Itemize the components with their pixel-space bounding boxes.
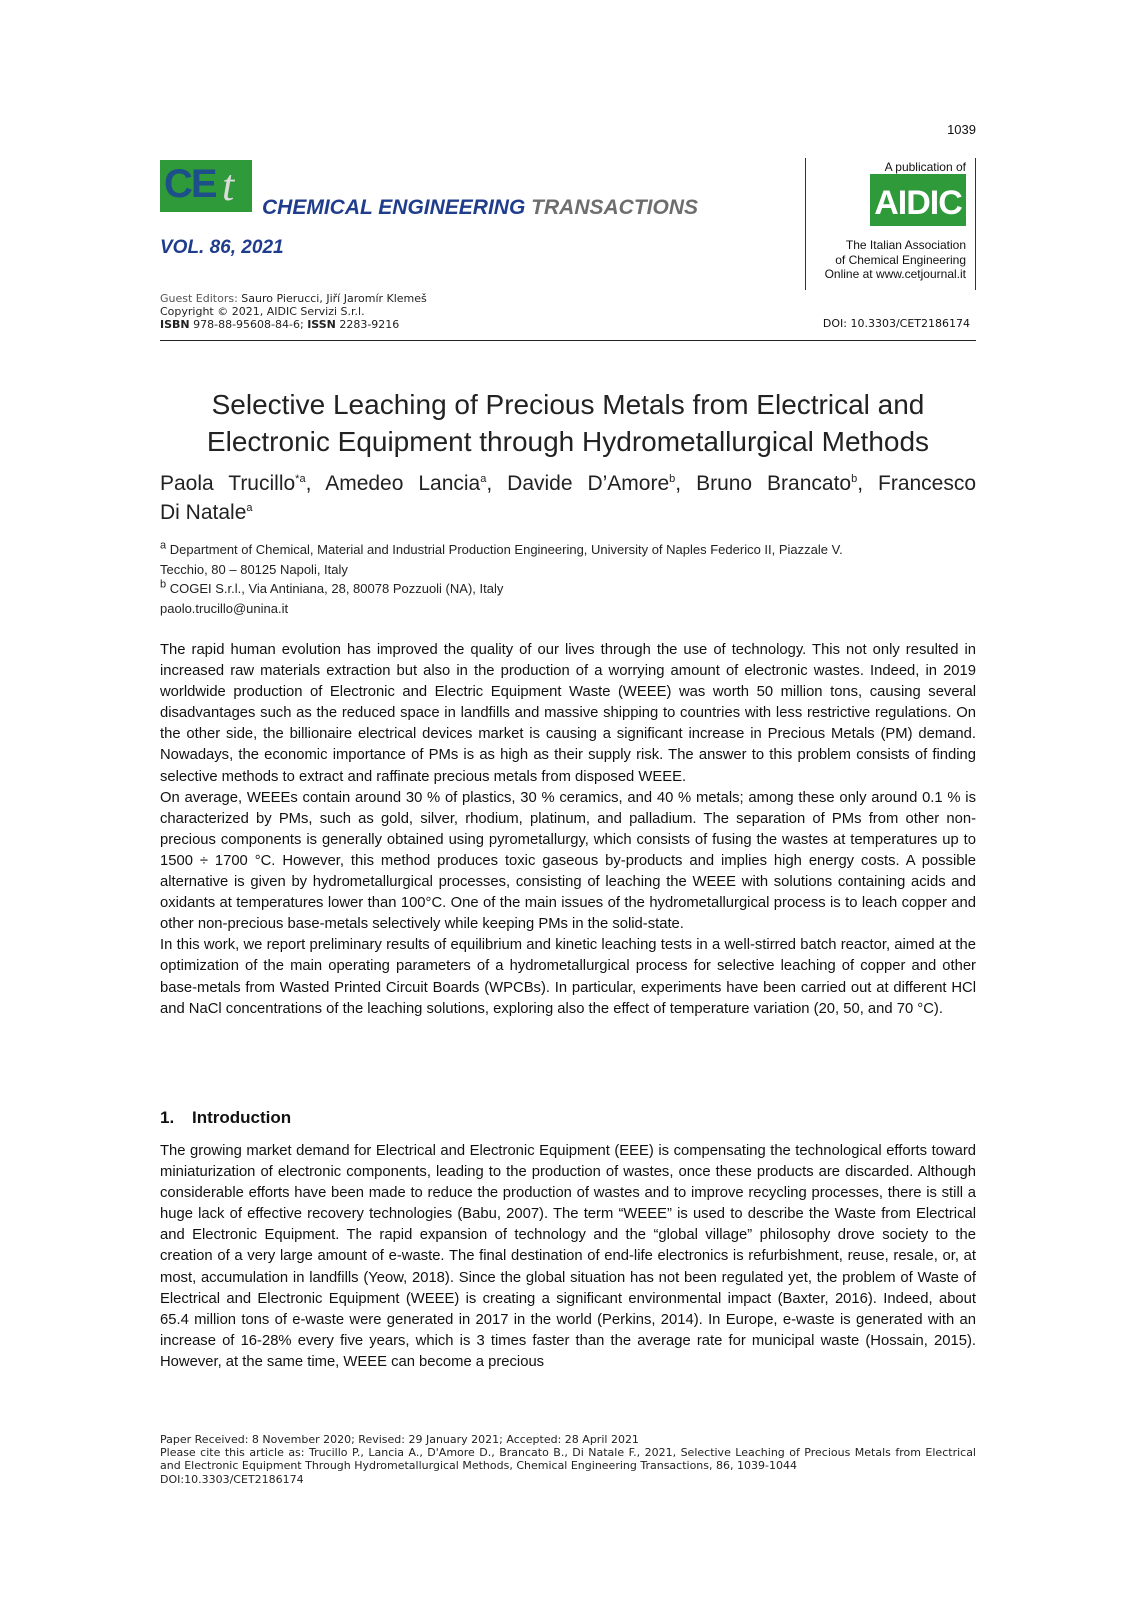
author bbox=[325, 472, 507, 495]
guest-editors-names: Sauro Pierucci, Jiří Jaromír Klemeš bbox=[241, 292, 427, 305]
editors-block bbox=[160, 292, 427, 331]
author-separator: , bbox=[486, 472, 508, 495]
guest-editors-label: Guest Editors: bbox=[160, 292, 238, 305]
affiliation-b-sup: b bbox=[160, 578, 167, 591]
author bbox=[696, 472, 878, 495]
publisher-website[interactable]: Online at www.cetjournal.it bbox=[824, 267, 966, 281]
publisher-line1: The Italian Association bbox=[845, 238, 966, 252]
copyright: Copyright © 2021, AIDIC Servizi S.r.l. bbox=[160, 305, 365, 318]
author-name: Paola Trucillo bbox=[160, 472, 296, 495]
affiliation-b-text: COGEI S.r.l., Via Antiniana, 28, 80078 Pozzuoli (NA), Italy bbox=[169, 581, 504, 596]
abstract-paragraph: On average, WEEEs contain around 30 % of plastics, 30 % ceramics, and 40 % metals; among these only around 0.1 % is characterized by PMs, such as gold, silver, rhodium, platinum, and palladium. The separation of PMs from other non-precious components is generally obtained using pyrometallurgy, which consists of fusing the wastes at temperatures up to 1500 ÷ 1700 °C. However, this method produces toxic gaseous by-products and implies high energy costs. A possible alternative is given by hydrometallurgical processes, consisting of leaching the WEEE with solutions containing acids and oxidants at temperatures lower than 100°C. One of the main issues of the hydrometallurgical process is to leach copper and other non-precious base-metals selectively while keeping PMs in the solid-state. bbox=[160, 789, 976, 933]
abstract-paragraph: In this work, we report preliminary results of equilibrium and kinetic leaching tests in a well-stirred batch reactor, aimed at the optimization of the main operating parameters of a hydrometallurgical process for selective leaching of copper and other base-metals from Wasted Printed Circuit Boards (WPCBs). In particular, experiments have been carried out at different HCl and NaCl concentrations of the leaching solutions, exploring also the effect of temperature variation (20, 50, and 70 °C). bbox=[160, 937, 976, 1017]
header-divider-right bbox=[975, 158, 976, 290]
cet-logo-t: t bbox=[222, 161, 235, 210]
journal-name bbox=[262, 196, 698, 220]
guest-editors bbox=[160, 292, 427, 305]
header-rule bbox=[160, 340, 976, 341]
author-affil-sup: a bbox=[480, 473, 487, 485]
author-separator: , bbox=[305, 472, 326, 495]
author-name: Francesco bbox=[878, 472, 977, 495]
corresponding-email[interactable]: paolo.trucillo@unina.it bbox=[160, 600, 289, 616]
page-number: 1039 bbox=[947, 122, 976, 137]
issn-label: ISSN bbox=[307, 318, 336, 331]
footer-citation: Please cite this article as: Trucillo P., Lancia A., D'Amore D., Brancato B., Di Natale F., 2021, Selective Leaching of Precious Metals from Electrical and Electronic Equipment Through Hydrometallurgical Methods, Chemical Engineering Transactions, 86, 1039-1044 bbox=[160, 1446, 976, 1473]
affiliation-b bbox=[160, 579, 976, 599]
affiliations bbox=[160, 540, 976, 618]
author bbox=[507, 472, 696, 495]
section-title: Introduction bbox=[192, 1108, 292, 1127]
paper-title bbox=[160, 386, 976, 460]
introduction-paragraph: The growing market demand for Electrical and Electronic Equipment (EEE) is compensating the technological efforts toward miniaturization of electronic components, leading to the production of wastes, once these products are discarded. Although considerable efforts have been made to reduce the production of wastes and to improve recycling processes, there is still a huge lack of effective recovery technologies (Babu, 2007). The term “WEEE” is used to describe the Waste from Electrical and Electronic Equipment. The rapid expansion of technology and the “global village” philosophy drove society to the creation of a very large amount of e-waste. The final destination of end-life electronics is refurbishment, reuse, resale, or, at most, accumulation in landfills (Yeow, 2018). Since the global situation has not been regulated yet, the problem of Waste of Electrical and Electronic Equipment (WEEE) is creating a significant environmental impact (Baxter, 2016). Indeed, about 65.4 million tons of e-waste were generated in 2017 in the world (Perkins, 2014). In Europe, e-waste is generated with an increase of 16-28% every five years, which is 3 times faster than the average rate for municipal waste (Hossain, 2015). However, at the same time, WEEE can become a precious bbox=[160, 1143, 976, 1370]
author bbox=[878, 472, 976, 495]
abstract-paragraph: The rapid human evolution has improved the quality of our lives through the use of technology. This not only resulted in increased raw materials extraction but also in the production of a worrying amount of electronic wastes. Indeed, in 2019 worldwide production of Electronic and Electric Equipment Waste (WEEE) was worth 50 million tons, causing several disadvantages such as the reduced space in landfills and massive shipping to countries with less restrictive regulations. On the other side, the billionaire electrical devices market is causing a significant increase in Precious Metals (PM) demand. Nowadays, the economic importance of PMs is as high as their supply risk. The answer to this problem consists of finding selective methods to extract and raffinate precious metals from disposed WEEE. bbox=[160, 642, 976, 785]
author-name: Amedeo Lancia bbox=[325, 472, 481, 495]
affiliation-a-line1: Department of Chemical, Material and Industrial Production Engineering, University of Naples Federico II, Piazzale V. bbox=[169, 542, 843, 557]
authors-line1 bbox=[160, 470, 976, 498]
affiliation-a-line2: Tecchio, 80 – 80125 Napoli, Italy bbox=[160, 561, 348, 577]
affiliation-a-sup: a bbox=[160, 539, 167, 552]
aidic-logo-text: AIDIC bbox=[874, 184, 962, 222]
doi-header[interactable]: DOI: 10.3303/CET2186174 bbox=[822, 317, 970, 330]
isbn-issn bbox=[160, 318, 427, 331]
authors-line2 bbox=[160, 499, 253, 527]
isbn-value: 978-88-95608-84-6; bbox=[193, 318, 304, 331]
footer-received: Paper Received: 8 November 2020; Revised: 29 January 2021; Accepted: 28 April 2021 bbox=[160, 1433, 639, 1446]
section-number: 1. bbox=[160, 1108, 175, 1127]
publication-label: A publication of bbox=[884, 160, 966, 174]
journal-name-part1: CHEMICAL ENGINEERING bbox=[262, 196, 526, 219]
cet-logo-ce: CE bbox=[164, 162, 216, 206]
isbn-label: ISBN bbox=[160, 318, 190, 331]
issn-value: 2283-9216 bbox=[339, 318, 400, 331]
journal-name-part2: TRANSACTIONS bbox=[531, 196, 698, 219]
author-separator: , bbox=[675, 472, 697, 495]
footer bbox=[160, 1433, 976, 1486]
footer-doi[interactable]: DOI:10.3303/CET2186174 bbox=[160, 1472, 304, 1486]
affiliation-a bbox=[160, 540, 976, 560]
author bbox=[160, 472, 325, 495]
author-name: Di Natale bbox=[160, 501, 247, 524]
paper-title-line2: Electronic Equipment through Hydrometallurgical Methods bbox=[206, 426, 930, 457]
section-heading bbox=[160, 1108, 291, 1128]
author-affil-sup: b bbox=[669, 473, 676, 485]
publisher-line2: of Chemical Engineering bbox=[835, 252, 966, 267]
author-affil-sup: *a bbox=[295, 473, 306, 485]
journal-volume: VOL. 86, 2021 bbox=[160, 237, 284, 258]
publisher-info bbox=[800, 238, 966, 282]
aidic-logo bbox=[870, 174, 966, 226]
cet-logo bbox=[160, 160, 252, 212]
author-affil-sup: a bbox=[246, 502, 253, 514]
author-name: Bruno Brancato bbox=[696, 472, 852, 495]
author-affil-sup: b bbox=[851, 473, 858, 485]
paper-title-line1: Selective Leaching of Precious Metals from Electrical and bbox=[211, 389, 925, 420]
author-name: Davide D’Amore bbox=[507, 472, 670, 495]
author-separator: , bbox=[857, 472, 878, 495]
abstract bbox=[160, 640, 976, 1020]
